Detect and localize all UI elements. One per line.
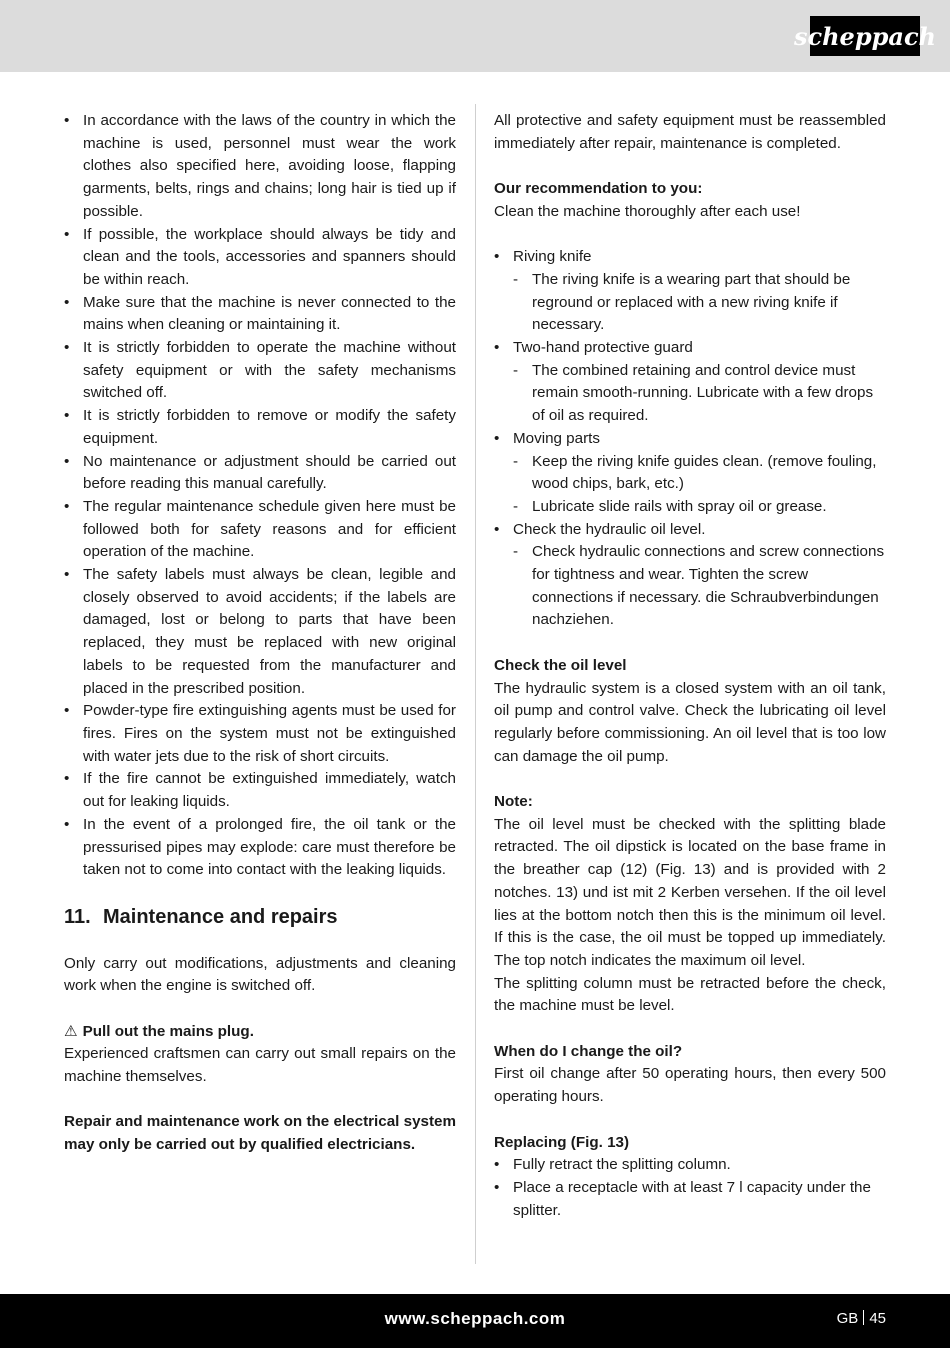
sub-list-item: - Keep the riving knife guides clean. (remove fouling, wood chips, bark, etc.) xyxy=(513,451,886,496)
oil-level-heading: Check the oil level xyxy=(494,656,627,674)
list-item: • Powder-type fire extinguishing agents must be used for fires. Fires on the system must not be extinguished with water jets due to the risk of short circuits. xyxy=(64,700,456,768)
maintenance-list xyxy=(494,246,886,632)
page-number: 45 xyxy=(869,1310,886,1327)
list-item xyxy=(494,337,886,428)
replacing-list xyxy=(494,1154,886,1222)
list-item: • Fully retract the splitting column. xyxy=(494,1154,886,1177)
list-item: • If the fire cannot be extinguished immediately, watch out for leaking liquids. xyxy=(64,768,456,813)
note-heading: Note: xyxy=(494,793,533,811)
note-paragraph: The oil level must be checked with the splitting blade retracted. The oil dipstick is located on the base frame in the breather cap (12) (Fig. 13) and is provided with 2 notches. 13) und ist mit 2 Kerben versehen. If the oil level lies at the bottom notch then this is the minimum oil level. If this is the case, the oil must be topped up immediately. The top notch indicates the maximum oil level. xyxy=(494,815,886,969)
sub-list xyxy=(513,269,886,337)
recommendation-paragraph: Clean the machine thoroughly after each use! xyxy=(494,202,801,220)
list-item: • If possible, the workplace should always be tidy and clean and the tools, accessories and spanners should be within reach. xyxy=(64,224,456,292)
warning-paragraph: Experienced craftsmen can carry out small repairs on the machine themselves. xyxy=(64,1045,456,1086)
list-item-label: Check the hydraulic oil level. xyxy=(513,520,706,538)
sub-list-item: - Lubricate slide rails with spray oil or grease. xyxy=(513,496,886,519)
electrical-note: Repair and maintenance work on the electrical system may only be carried out by qualified electricians. xyxy=(64,1113,456,1154)
oil-change-paragraph: First oil change after 50 operating hours, then every 500 operating hours. xyxy=(494,1065,886,1106)
list-item: • Place a receptacle with at least 7 l capacity under the splitter. xyxy=(494,1177,886,1222)
oil-change-heading: When do I change the oil? xyxy=(494,1042,683,1060)
section-heading xyxy=(64,904,456,930)
list-item-label: Two-hand protective guard xyxy=(513,339,693,356)
sub-list-item: - The riving knife is a wearing part that should be reground or replaced with a new riving knife if necessary. xyxy=(513,269,886,337)
note-paragraph-2: The splitting column must be retracted before the check, the machine must be level. xyxy=(494,974,886,1015)
list-item-label: Moving parts xyxy=(513,429,600,447)
list-item xyxy=(494,246,886,337)
oil-level-paragraph: The hydraulic system is a closed system with an oil tank, oil pump and control valve. Check the lubricating oil level regularly before commissioning. An oil level that is too low can damage the oil pump. xyxy=(494,679,886,765)
list-item xyxy=(494,428,886,519)
page-indicator xyxy=(837,1310,886,1327)
list-item: • The regular maintenance schedule given here must be followed both for safety reasons and for efficient operation of the machine. xyxy=(64,496,456,564)
footer-bar xyxy=(0,1294,950,1348)
safety-bullet-list xyxy=(64,110,456,882)
recommendation-heading: Our recommendation to you: xyxy=(494,180,703,198)
sub-list-item: - Check hydraulic connections and screw connections for tightness and wear. Tighten the screw connections if necessary. die Schraubverbindungen nachziehen. xyxy=(513,541,886,632)
brand-logo: scheppach xyxy=(810,16,920,56)
replacing-heading: Replacing (Fig. 13) xyxy=(494,1133,630,1151)
list-item-label: Riving knife xyxy=(513,248,592,266)
sub-list xyxy=(513,360,886,428)
sub-list xyxy=(513,541,886,632)
language-code: GB xyxy=(836,1310,859,1327)
header-bar xyxy=(0,0,950,72)
sub-list xyxy=(513,451,886,519)
list-item: • It is strictly forbidden to operate the machine without safety equipment or with the safety mechanisms switched off. xyxy=(64,337,456,405)
warning-heading xyxy=(64,1021,456,1044)
list-item: • In the event of a prolonged fire, the oil tank or the pressurised pipes may explode: care must therefore be taken not to come into contact with the leaking liquids. xyxy=(64,814,456,882)
column-divider xyxy=(475,104,476,1264)
website-link[interactable]: www.scheppach.com xyxy=(384,1309,566,1328)
reassemble-paragraph: All protective and safety equipment must be reassembled immediately after repair, maintenance is completed. xyxy=(494,112,886,152)
list-item: • Make sure that the machine is never connected to the mains when cleaning or maintaining it. xyxy=(64,292,456,337)
section-number: 11. xyxy=(64,905,91,928)
warning-icon: ⚠ xyxy=(64,1022,78,1040)
sub-list-item: - The combined retaining and control device must remain smooth-running. Lubricate with a few drops of oil as required. xyxy=(513,360,886,428)
warning-title: Pull out the mains plug. xyxy=(82,1022,254,1040)
list-item xyxy=(494,519,886,633)
list-item: • It is strictly forbidden to remove or modify the safety equipment. xyxy=(64,405,456,450)
intro-paragraph: Only carry out modifications, adjustments and cleaning work when the engine is switched off. xyxy=(64,954,456,995)
right-column xyxy=(494,110,886,1222)
list-item: • In accordance with the laws of the country in which the machine is used, personnel must wear the work clothes also specified here, avoiding loose, flapping garments, belts, rings and chains; long hair is tied up if possible. xyxy=(64,110,456,224)
list-item: • No maintenance or adjustment should be carried out before reading this manual carefully. xyxy=(64,451,456,496)
section-title: Maintenance and repairs xyxy=(103,905,338,928)
left-column xyxy=(64,110,456,1157)
list-item: • The safety labels must always be clean, legible and closely observed to avoid accidents; if the labels are damaged, lost or belong to parts that have been replaced, they must be replaced with new original labels to be requested from the manufacturer and placed in the prescribed position. xyxy=(64,564,456,700)
page-separator xyxy=(863,1310,864,1325)
